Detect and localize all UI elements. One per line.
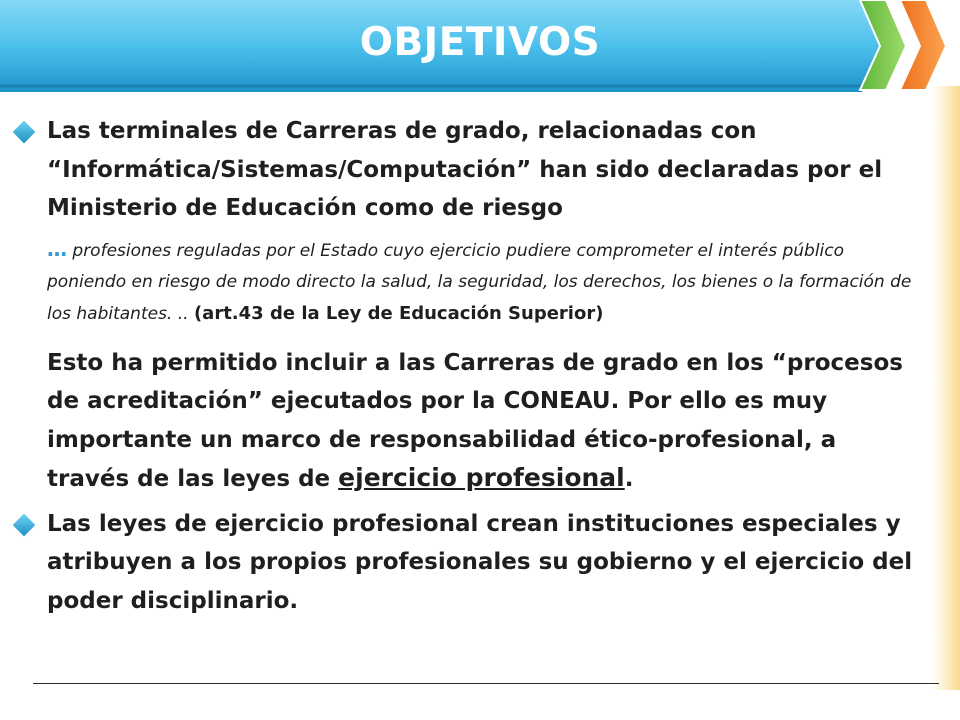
bullet-text-2: Las leyes de ejercicio profesional crean instituciones especiales y atribuyen a los propios profesionales su gobierno y el ejercicio del poder disciplinario. [47,510,913,614]
quote-ellipsis: … [47,236,67,261]
paragraph-period: . [624,466,634,492]
accreditation-paragraph [14,344,924,499]
underlined-term: ejercicio profesional [338,463,625,492]
bullet-item-1 [14,112,924,228]
right-decorative-bar [930,86,960,690]
paragraph-text: Esto ha permitido incluir a las Carreras de grado en los “procesos de acreditación” ejecutados por la CONEAU. Por ello es muy importante un marco de responsabilidad ético-profesional, a través de las leyes de [47,349,903,492]
legal-quote [14,234,924,330]
bullet-text-1: Las terminales de Carreras de grado, relacionadas con “Informática/Sistemas/Computación” han sido declaradas por el Ministerio de Educación como de riesgo [47,118,883,221]
quote-text: profesiones reguladas por el Estado cuyo ejercicio pudiere comprometer el interés público poniendo en riesgo de modo directo la salud, la seguridad, los derechos, los bienes o la formación de los habitantes. .. [47,240,912,324]
bullet-item-2 [14,505,924,621]
slide-title: OBJETIVOS [359,20,601,65]
slide-content [14,112,924,620]
law-citation: (art.43 de la Ley de Educación Superior) [193,302,604,324]
diamond-bullet-icon [13,121,36,144]
diamond-bullet-icon [13,513,36,536]
footer-divider [33,683,939,684]
